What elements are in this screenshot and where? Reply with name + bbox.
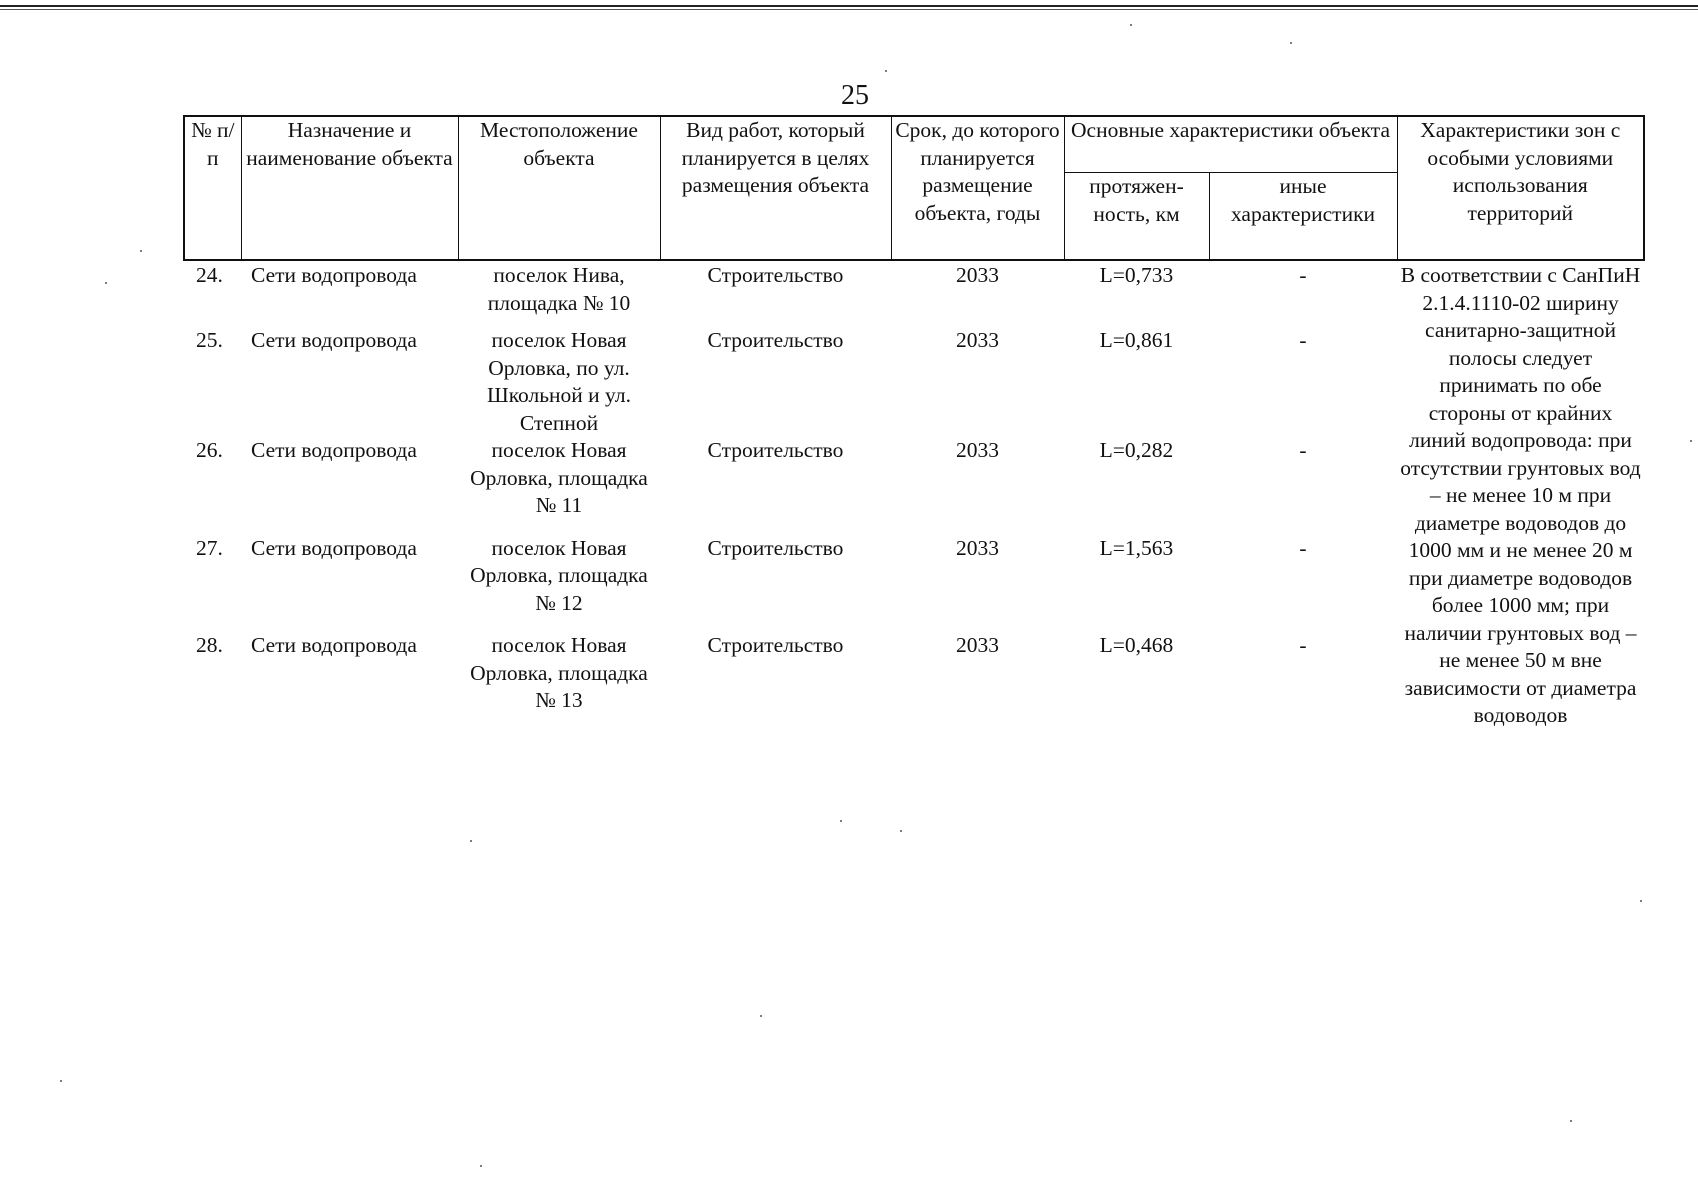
row-num: 25. — [196, 328, 223, 353]
row-location: поселок Новая Орловка, площадка № 12 — [470, 535, 648, 615]
row-term: 2033 — [956, 535, 999, 560]
scan-speck — [105, 282, 107, 284]
header-term: Срок, до которого планируется размещение объекта, годы — [891, 116, 1064, 260]
row-name: Сети водопровода — [251, 535, 417, 560]
zone-characteristics: В соответствии с СанПиН 2.1.4.1110-02 ширину санитарно-защитной полосы следует принимать по обе стороны от крайних линий водопровода: при отсутствии грунтовых вод – не менее 10 м при диаметре водоводов до 1000 мм и не менее 20 м при диаметре водоводов более 1000 мм; при наличии грунтовых вод – не менее 50 м вне зависимости от диаметра водоводов — [1400, 263, 1641, 727]
row-length: L=0,733 — [1099, 263, 1174, 287]
row-work: Строительство — [707, 535, 844, 560]
scan-speck — [60, 1080, 62, 1082]
row-name: Сети водопровода — [251, 263, 417, 287]
header-name: Назначение и наименование объекта — [241, 116, 458, 260]
scan-speck — [1690, 440, 1692, 442]
row-num: 24. — [196, 263, 223, 287]
scan-speck — [1570, 1120, 1572, 1122]
header-work: Вид работ, который планируется в целях размещения объекта — [660, 116, 891, 260]
scan-speck — [1130, 24, 1132, 26]
scan-speck — [140, 250, 142, 252]
objects-table — [183, 115, 1645, 730]
scan-speck — [840, 820, 842, 822]
scan-speck — [760, 1015, 762, 1017]
row-term: 2033 — [956, 263, 999, 287]
row-term: 2033 — [956, 328, 999, 353]
scan-speck — [900, 830, 902, 832]
scan-speck — [1290, 42, 1292, 44]
scan-edge-line — [0, 5, 1698, 7]
row-length: L=1,563 — [1099, 535, 1174, 560]
row-work: Строительство — [707, 633, 844, 658]
row-num: 26. — [196, 438, 223, 463]
page-number: 25 — [841, 80, 869, 111]
row-other: - — [1299, 328, 1307, 353]
row-other: - — [1299, 535, 1307, 560]
header-num: № п/п — [184, 116, 241, 260]
row-other: - — [1299, 438, 1307, 463]
header-main-characteristics: Основные характеристики объекта — [1064, 116, 1397, 173]
row-length: L=0,468 — [1099, 633, 1174, 658]
row-location: поселок Новая Орловка, по ул. Школьной и ул. Степной — [487, 328, 631, 435]
row-length: L=0,861 — [1099, 328, 1174, 353]
row-length: L=0,282 — [1099, 438, 1174, 463]
row-term: 2033 — [956, 438, 999, 463]
scan-speck — [470, 840, 472, 842]
table-body — [184, 260, 1644, 730]
table-header — [184, 116, 1644, 260]
row-other: - — [1299, 633, 1307, 658]
header-zones: Характеристики зон с особыми условиями использования территорий — [1397, 116, 1644, 260]
row-num: 27. — [196, 535, 223, 560]
header-other: иные характеристики — [1209, 173, 1397, 261]
row-work: Строительство — [707, 438, 844, 463]
row-num: 28. — [196, 633, 223, 658]
header-length: протяжен- ность, км — [1064, 173, 1209, 261]
scan-speck — [885, 70, 887, 72]
row-name: Сети водопровода — [251, 328, 417, 353]
row-term: 2033 — [956, 633, 999, 658]
header-location: Местоположение объекта — [458, 116, 660, 260]
row-location: поселок Нива, площадка № 10 — [487, 263, 631, 315]
row-location: поселок Новая Орловка, площадка № 13 — [470, 633, 648, 713]
row-work: Строительство — [707, 263, 844, 287]
row-work: Строительство — [707, 328, 844, 353]
row-name: Сети водопровода — [251, 438, 417, 463]
scan-speck — [1640, 900, 1642, 902]
table-row — [184, 260, 1644, 327]
scan-edge-line-thin — [0, 9, 1698, 10]
row-location: поселок Новая Орловка, площадка № 11 — [470, 438, 648, 518]
row-name: Сети водопровода — [251, 633, 417, 658]
row-other: - — [1299, 263, 1307, 287]
scan-speck — [480, 1165, 482, 1167]
